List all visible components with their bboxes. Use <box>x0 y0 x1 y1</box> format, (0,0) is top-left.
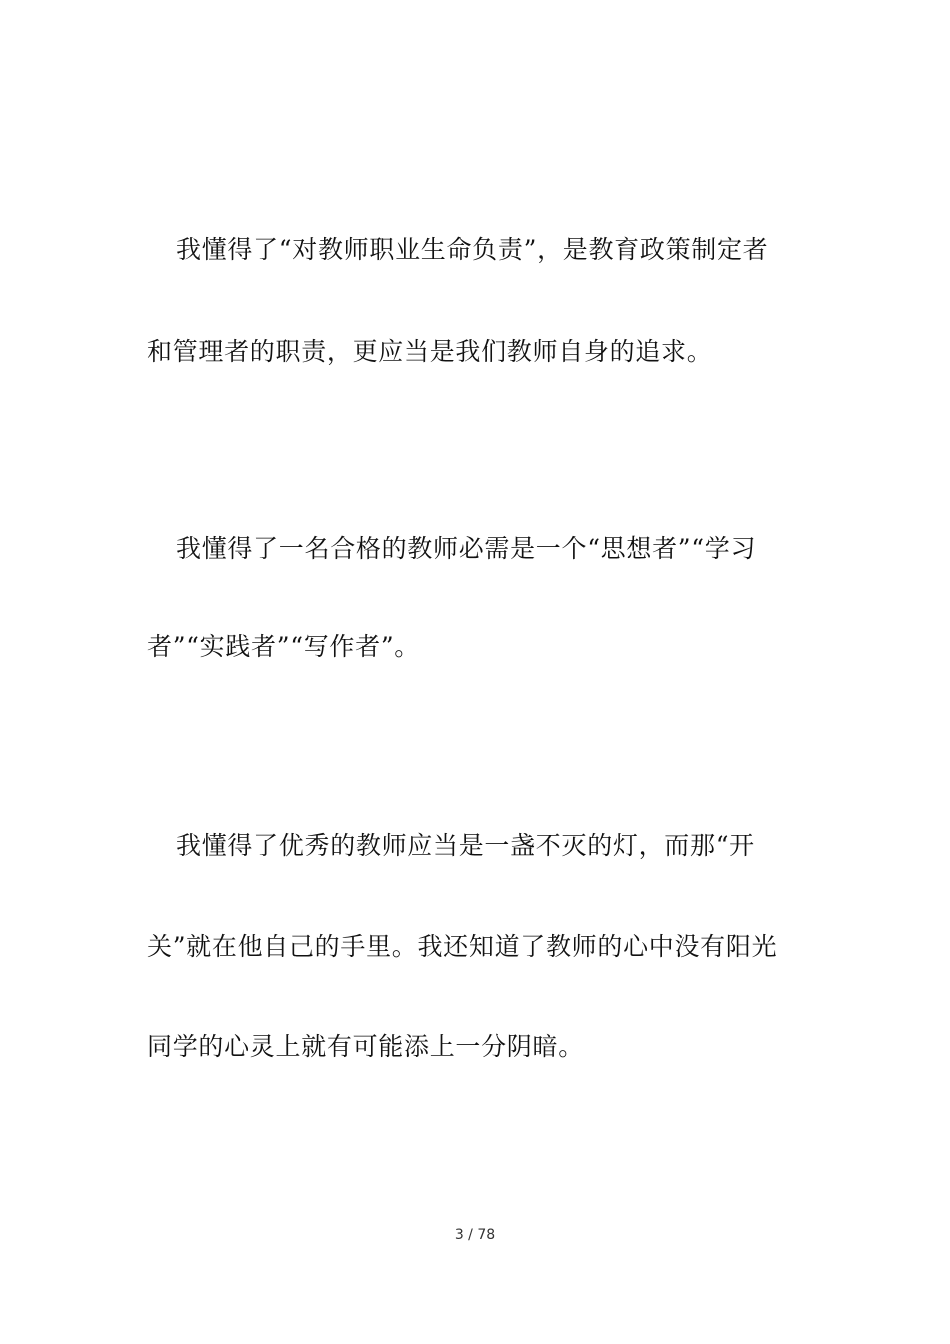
paragraph-line: 同学的心灵上就有可能添上一分阴暗。 <box>147 1032 584 1061</box>
paragraph-line: 关”就在他自己的手里。我还知道了教师的心中没有阳光 <box>147 932 778 961</box>
paragraph-line: 我懂得了一名合格的教师必需是一个“思想者”“学习 <box>176 534 757 563</box>
page-number: 3 / 78 <box>454 1227 496 1243</box>
paragraph-line: 者”“实践者”“写作者”。 <box>147 632 421 661</box>
paragraph-line: 和管理者的职责，更应当是我们教师自身的追求。 <box>147 337 713 366</box>
paragraph-line: 我懂得了“对教师职业生命负责”，是教育政策制定者 <box>176 235 769 264</box>
paragraph-line: 我懂得了优秀的教师应当是一盏不灭的灯，而那“开 <box>176 831 755 860</box>
